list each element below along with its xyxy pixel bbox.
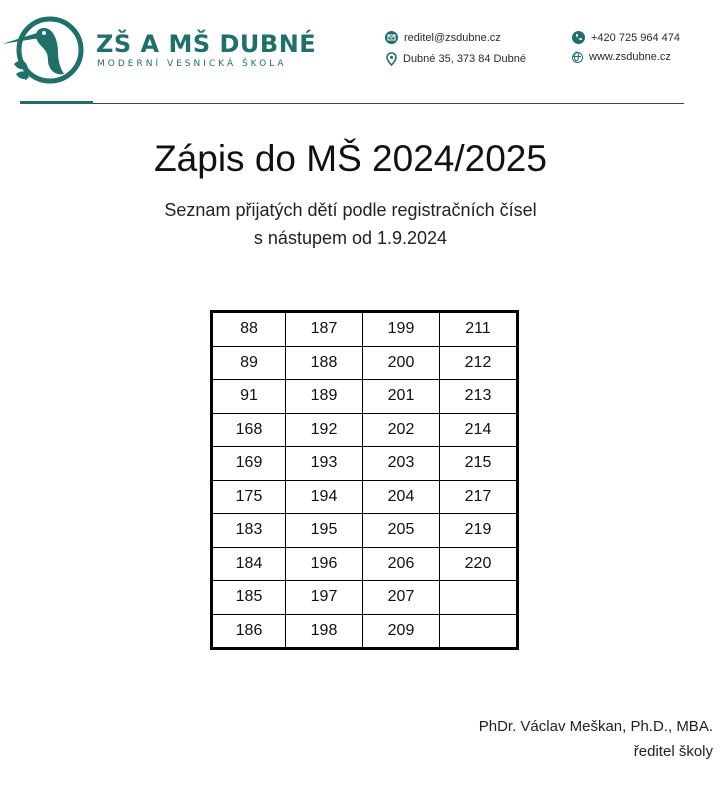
table-cell: 188 xyxy=(286,346,363,380)
table-cell xyxy=(440,614,518,649)
table-cell: 194 xyxy=(286,480,363,514)
table-cell: 213 xyxy=(440,380,518,414)
table-row xyxy=(212,447,518,481)
phone-icon xyxy=(572,31,585,44)
table-cell: 209 xyxy=(363,614,440,649)
registration-numbers-table xyxy=(210,310,519,650)
table-cell: 219 xyxy=(440,514,518,548)
table-cell: 220 xyxy=(440,547,518,581)
table-cell: 89 xyxy=(212,346,286,380)
phone-text[interactable]: +420 725 964 474 xyxy=(591,31,681,44)
table-cell: 202 xyxy=(363,413,440,447)
table-cell: 88 xyxy=(212,312,286,347)
table-row xyxy=(212,480,518,514)
table-cell: 205 xyxy=(363,514,440,548)
contact-web[interactable] xyxy=(572,51,671,63)
table-cell xyxy=(440,581,518,615)
table-cell: 184 xyxy=(212,547,286,581)
email-icon xyxy=(385,31,398,44)
page-title: Zápis do MŠ 2024/2025 xyxy=(154,138,547,179)
table-cell: 91 xyxy=(212,380,286,414)
web-text[interactable]: www.zsdubne.cz xyxy=(589,51,671,63)
subtitle-line-2: s nástupem od 1.9.2024 xyxy=(253,228,448,248)
table-cell: 198 xyxy=(286,614,363,649)
table-cell: 187 xyxy=(286,312,363,347)
table-cell: 203 xyxy=(363,447,440,481)
table-cell: 199 xyxy=(363,312,440,347)
letterhead xyxy=(0,0,727,110)
stork-logo xyxy=(0,14,88,86)
table-cell: 168 xyxy=(212,413,286,447)
table-cell: 185 xyxy=(212,581,286,615)
table-cell: 200 xyxy=(363,346,440,380)
subtitle-line-1: Seznam přijatých dětí podle registračních čísel xyxy=(164,200,537,220)
table-cell: 212 xyxy=(440,346,518,380)
table-cell: 207 xyxy=(363,581,440,615)
table-cell: 215 xyxy=(440,447,518,481)
table-cell: 196 xyxy=(286,547,363,581)
table-cell: 189 xyxy=(286,380,363,414)
header-divider xyxy=(93,103,684,104)
signatory-role: ředitel školy xyxy=(633,743,713,760)
table-cell: 175 xyxy=(212,480,286,514)
table-row xyxy=(212,581,518,615)
contact-phone[interactable] xyxy=(572,31,680,44)
address-text: Dubné 35, 373 84 Dubné xyxy=(403,53,526,65)
signatory-name: PhDr. Václav Meškan, Ph.D., MBA. xyxy=(478,718,713,735)
table-row xyxy=(212,514,518,548)
table-cell: 204 xyxy=(363,480,440,514)
table-cell: 201 xyxy=(363,380,440,414)
globe-icon xyxy=(572,52,583,63)
school-name: ZŠ A MŠ DUBNÉ xyxy=(96,30,317,58)
table-cell: 192 xyxy=(286,413,363,447)
table-cell: 206 xyxy=(363,547,440,581)
header-accent-rule xyxy=(20,101,93,104)
table-cell: 169 xyxy=(212,447,286,481)
table-row xyxy=(212,413,518,447)
table-cell: 214 xyxy=(440,413,518,447)
table-row xyxy=(212,312,518,347)
table-row xyxy=(212,547,518,581)
table-cell: 217 xyxy=(440,480,518,514)
table-cell: 193 xyxy=(286,447,363,481)
table-row xyxy=(212,346,518,380)
table-row xyxy=(212,614,518,649)
table-cell: 195 xyxy=(286,514,363,548)
location-pin-icon xyxy=(386,52,397,66)
school-tagline: MODERNÍ VESNICKÁ ŠKOLA xyxy=(97,59,287,69)
table-cell: 183 xyxy=(212,514,286,548)
table-cell: 186 xyxy=(212,614,286,649)
table-cell: 197 xyxy=(286,581,363,615)
table-cell: 211 xyxy=(440,312,518,347)
contact-email[interactable] xyxy=(385,31,501,44)
table-row xyxy=(212,380,518,414)
contact-address xyxy=(386,52,526,66)
email-text[interactable]: reditel@zsdubne.cz xyxy=(404,31,501,44)
